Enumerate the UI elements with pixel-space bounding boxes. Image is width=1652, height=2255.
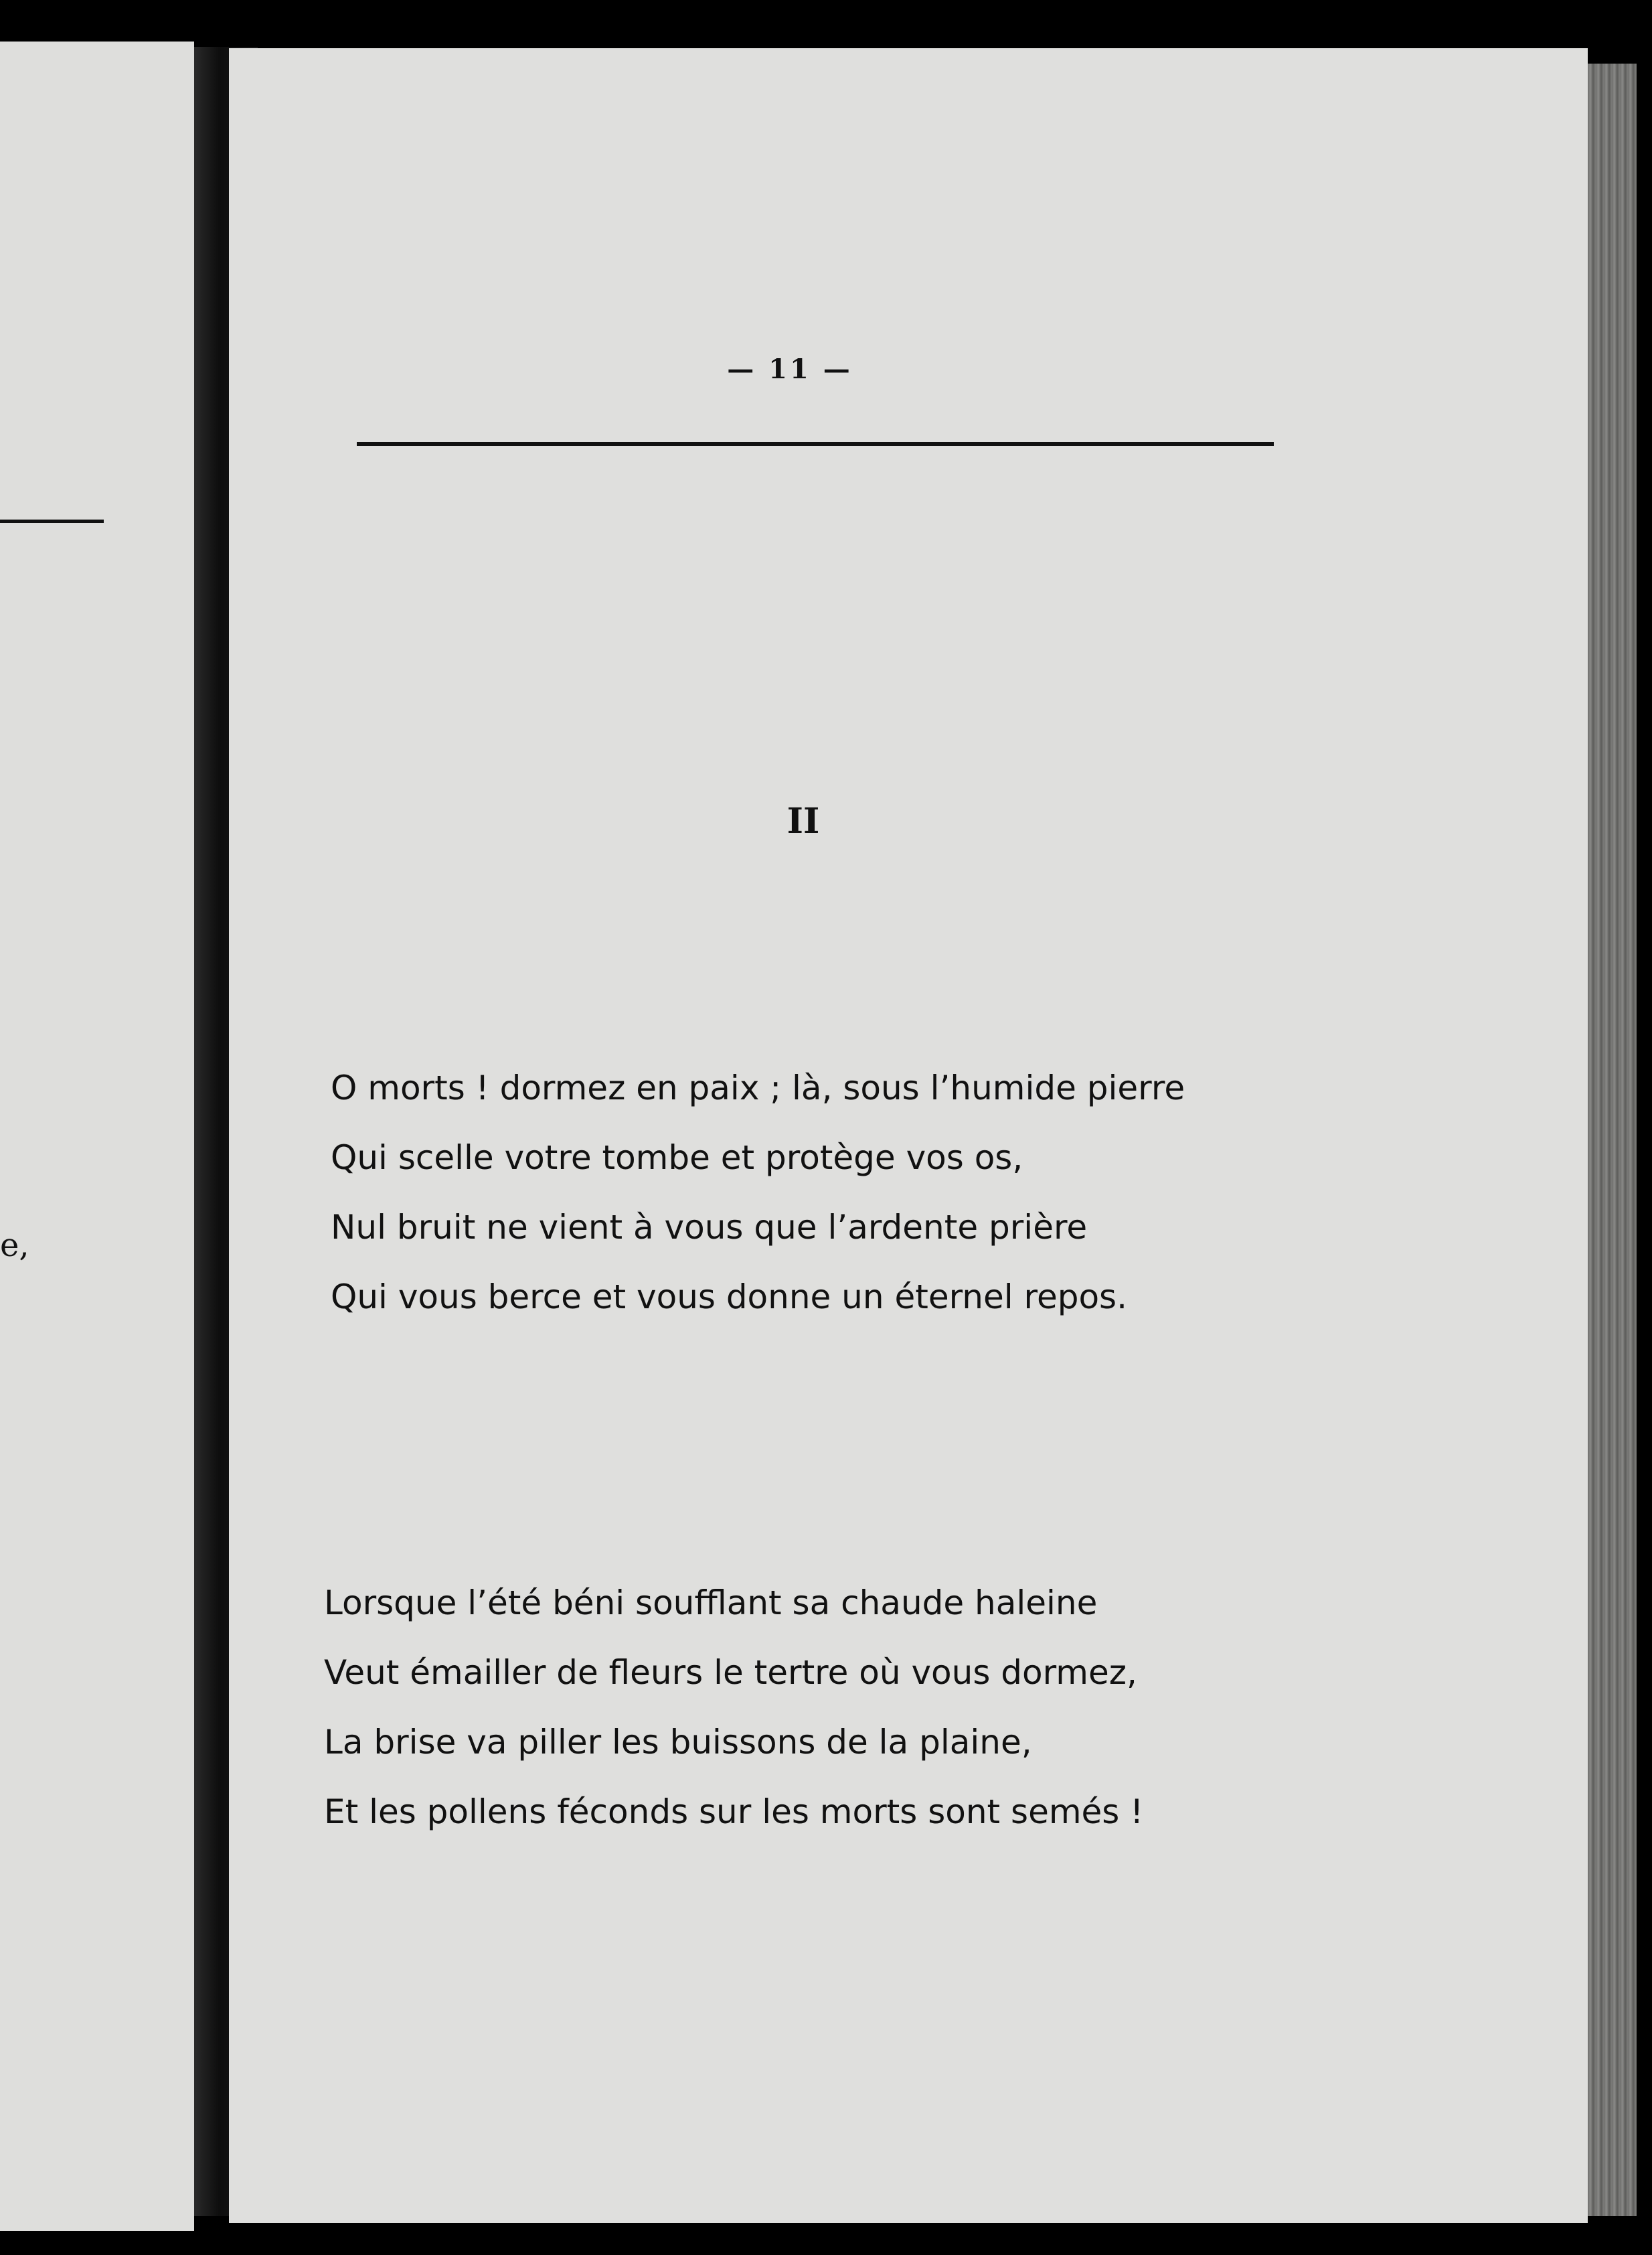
verse-line: Veut émailler de fleurs le tertre où vous dormez, xyxy=(324,1653,1137,1692)
verse-line: Qui vous berce et vous donne un éternel repos. xyxy=(331,1277,1127,1316)
verse-line: Et les pollens féconds sur les morts sont semés ! xyxy=(324,1792,1144,1831)
verse-line: Qui scelle votre tombe et protège vos os, xyxy=(331,1138,1023,1177)
page-edges xyxy=(1580,64,1637,2216)
left-page-rule xyxy=(0,520,104,523)
page-number: — 11 — xyxy=(727,354,853,385)
section-heading: II xyxy=(787,801,820,842)
header-rule xyxy=(357,442,1274,446)
left-page xyxy=(0,42,194,2231)
verse-line: Lorsque l’été béni soufflant sa chaude haleine xyxy=(324,1583,1098,1622)
left-page-text-fragment: e, xyxy=(0,1227,29,1264)
verse-line: Nul bruit ne vient à vous que l’ardente prière xyxy=(331,1208,1088,1247)
poem-stanza-1 xyxy=(331,1053,1185,1332)
verse-line: O morts ! dormez en paix ; là, sous l’humide pierre xyxy=(331,1069,1185,1107)
verse-line: La brise va piller les buissons de la plaine, xyxy=(324,1723,1032,1762)
poem-stanza-2 xyxy=(324,1568,1143,1847)
